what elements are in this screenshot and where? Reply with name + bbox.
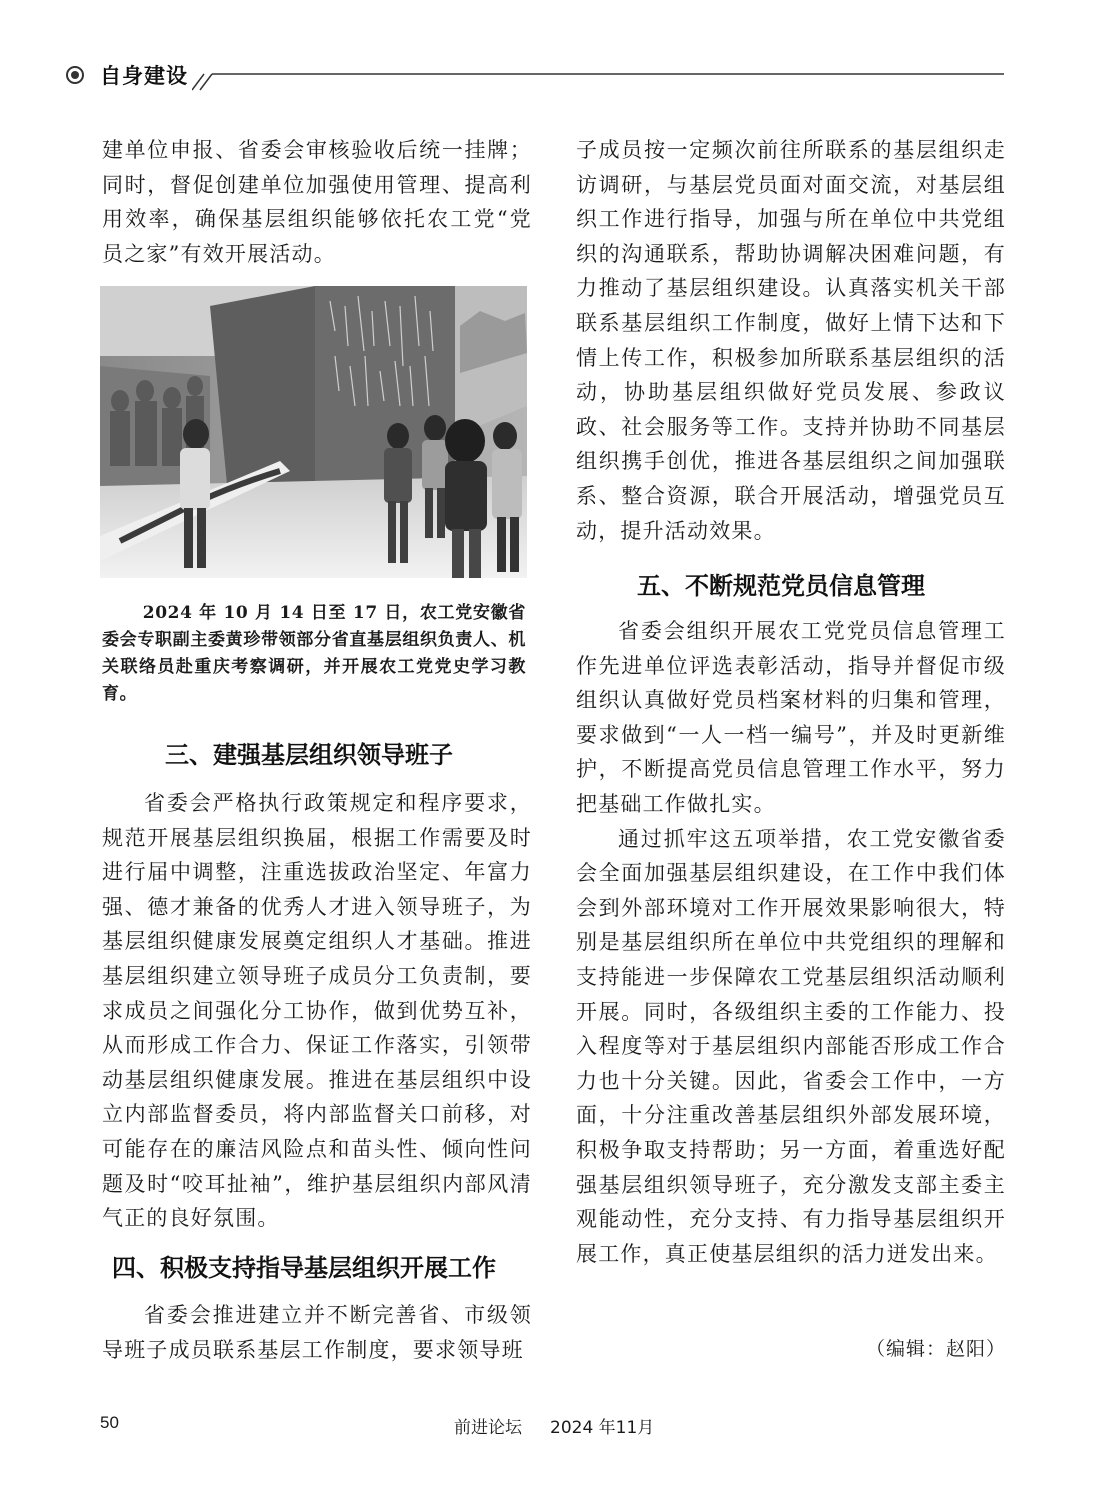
heading-section-4: 四、积极支持指导基层组织开展工作 — [112, 1254, 496, 1282]
section-title: 自身建设 — [100, 64, 188, 88]
event-photo — [100, 286, 527, 578]
bullet-circle-icon — [66, 66, 84, 84]
photo-caption: 2024 年 10 月 14 日至 17 日，农工党安徽省委会专职副主委黄珍带领部分省直基层组织负责人、机关联络员赴重庆考察调研，并开展农工党党史学习教育。 — [102, 603, 526, 704]
paragraph-section-3: 省委会严格执行政策规定和程序要求，规范开展基层组织换届，根据工作需要及时进行届中调整，注重选拔政治坚定、年富力强、德才兼备的优秀人才进入领导班子，为基层组织健康发展奠定组织人才基础。推进基层组织建立领导班子成员分工负责制，要求成员之间强化分工协作，做到优势互补，从而形成工作合力、保证工作落实，引领带动基层组织健康发展。推进在基层组织中设立内部监督委员，将内部监督关口前移，对可能存在的廉洁风险点和苗头性、倾向性问题及时“咬耳扯袖”，维护基层组织内部风清气正的良好氛围。 — [102, 791, 532, 1231]
editor-credit: （编辑：赵阳） — [866, 1338, 1007, 1360]
footer-publication — [454, 1413, 654, 1438]
page-number: 50 — [100, 1413, 119, 1432]
left-column-top — [102, 133, 532, 271]
paragraph-conclusion: 通过抓牢这五项举措，农工党安徽省委会全面加强基层组织建设，在工作中我们体会到外部环境对工作开展效果影响很大，特别是基层组织所在单位中共党组织的理解和支持能进一步保障农工党基层组织活动顺利开展。同时，各级组织主委的工作能力、投入程度等对于基层组织内部能否形成工作合力也十分关键。因此，省委会工作中，一方面，十分注重改善基层组织外部发展环境，积极争取支持帮助；另一方面，着重选好配强基层组织领导班子，充分激发支部主委主观能动性，充分支持、有力指导基层组织开展工作，真正使基层组织的活力迸发出来。 — [576, 826, 1006, 1266]
paragraph-section-4: 省委会推进建立并不断完善省、市级领导班子成员联系基层工作制度，要求领导班 — [102, 1303, 532, 1362]
paragraph-top-left: 建单位申报、省委会审核验收后统一挂牌；同时，督促创建单位加强使用管理、提高利用效率，确保基层组织能够依托农工党“党员之家”有效开展活动。 — [102, 138, 532, 266]
header-rule — [192, 72, 1004, 92]
heading-section-3: 三、建强基层组织领导班子 — [165, 741, 453, 769]
right-column-section-5 — [576, 614, 1006, 1271]
issue-date: 2024 年11月 — [550, 1418, 655, 1438]
paragraph-section-5: 省委会组织开展农工党党员信息管理工作先进单位评选表彰活动，指导并督促市级组织认真做好党员档案材料的归集和管理，要求做到“一人一档一编号”，并及时更新维护，不断提高党员信息管理工作水平，努力把基础工作做扎实。 — [576, 619, 1006, 816]
page-header — [64, 58, 1004, 98]
right-column-top — [576, 133, 1006, 548]
heading-section-5: 五、不断规范党员信息管理 — [637, 572, 925, 600]
left-column-section-4 — [102, 1298, 532, 1367]
left-column-section-3 — [102, 786, 532, 1236]
paragraph-top-right: 子成员按一定频次前往所联系的基层组织走访调研，与基层党员面对面交流，对基层组织工作进行指导，加强与所在单位中共党组织的沟通联系，帮助协调解决困难问题，有力推动了基层组织建设。认真落实机关干部联系基层组织工作制度，做好上情下达和下情上传工作，积极参加所联系基层组织的活动，协助基层组织做好党员发展、参政议政、社会服务等工作。支持并协助不同基层组织携手创优，推进各基层组织之间加强联系、整合资源，联合开展活动，增强党员互动，提升活动效果。 — [576, 138, 1006, 543]
magazine-name: 前进论坛 — [454, 1418, 522, 1438]
